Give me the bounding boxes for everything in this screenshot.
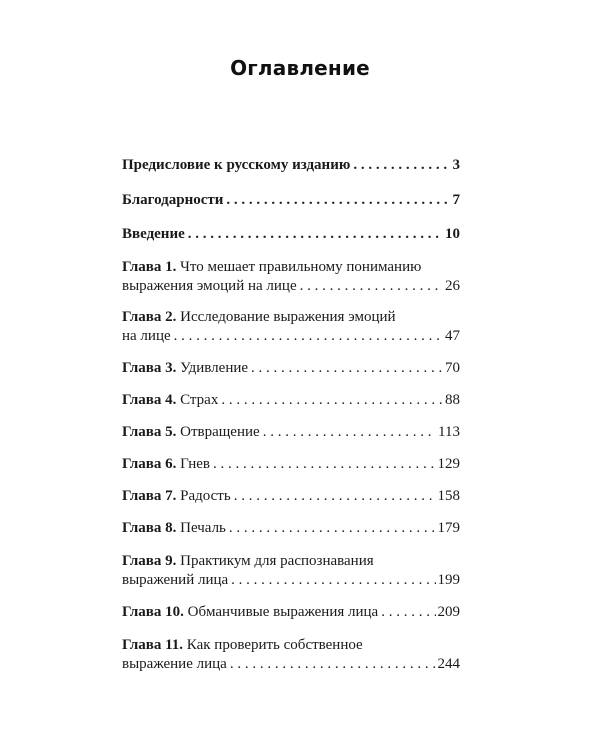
toc-page-number: 47 [445, 328, 460, 344]
dot-leader [188, 225, 443, 244]
toc-chapter-number: Глава 4. [122, 392, 177, 408]
toc-page-number: 88 [445, 392, 460, 408]
toc-entry-text: Отвращение [180, 424, 260, 440]
toc-page-number: 113 [438, 424, 460, 440]
toc-entry-chapter-1 [122, 258, 460, 296]
toc-entry-introduction [122, 225, 460, 244]
dot-leader [213, 455, 436, 474]
toc-page-number: 179 [437, 520, 460, 536]
toc-entry-text-line2: выражение лица [122, 656, 227, 672]
toc-entry-text: Благодарности [122, 192, 224, 208]
toc-entry-text: Введение [122, 226, 185, 242]
toc-entry-text: Гнев [180, 456, 210, 472]
toc-entry-text: Практикум для распознавания [180, 553, 374, 569]
toc-entry-text: Предисловие к русскому изданию [122, 157, 351, 173]
dot-leader [231, 571, 435, 590]
toc-entry-text: Обманчивые выражения лица [187, 604, 379, 620]
toc-entry-chapter-5 [122, 423, 460, 442]
toc-page-number: 209 [437, 604, 460, 620]
toc-entry-preface [122, 156, 460, 175]
dot-leader [230, 655, 436, 674]
toc-entry-chapter-4 [122, 391, 460, 410]
toc-chapter-number: Глава 6. [122, 456, 177, 472]
toc-entry-text: Удивление [180, 360, 249, 376]
toc-page-number: 199 [437, 572, 460, 588]
toc-chapter-number: Глава 9. [122, 553, 177, 569]
toc-chapter-number: Глава 8. [122, 520, 177, 536]
toc-entry-chapter-3 [122, 359, 460, 378]
dot-leader [174, 327, 443, 346]
toc-page-number: 158 [437, 488, 460, 504]
toc-entry-chapter-7 [122, 487, 460, 506]
toc-page-number: 70 [445, 360, 460, 376]
toc-entry-chapter-8 [122, 519, 460, 538]
dot-leader [251, 359, 443, 378]
toc-chapter-number: Глава 2. [122, 309, 177, 325]
toc-entry-text: Исследование выражения эмоций [180, 309, 396, 325]
toc-entry-text: Страх [180, 392, 219, 408]
toc-page-number: 129 [437, 456, 460, 472]
toc-entry-text-line2: выражения эмоций на лице [122, 278, 297, 294]
toc-entry-text: Радость [180, 488, 231, 504]
dot-leader [221, 391, 443, 410]
dot-leader [353, 156, 450, 175]
dot-leader [226, 191, 450, 210]
toc-entry-text-line2: на лице [122, 328, 171, 344]
toc-chapter-number: Глава 7. [122, 488, 177, 504]
toc-chapter-number: Глава 5. [122, 424, 177, 440]
toc-page-number: 244 [437, 656, 460, 672]
toc-entry-chapter-6 [122, 455, 460, 474]
toc-chapter-number: Глава 3. [122, 360, 177, 376]
toc-entry-acknowledgements [122, 191, 460, 210]
dot-leader [300, 277, 443, 296]
toc-page-number: 7 [452, 192, 460, 208]
page-title: Оглавление [230, 56, 370, 80]
toc-entry-text: Как проверить собственное [186, 637, 363, 653]
toc-chapter-number: Глава 10. [122, 604, 184, 620]
dot-leader [263, 423, 436, 442]
toc-entry-chapter-11 [122, 636, 460, 674]
toc-entry-chapter-9 [122, 552, 460, 590]
toc-entry-text-line2: выражений лица [122, 572, 229, 588]
dot-leader [229, 519, 436, 538]
toc-entry-text: Печаль [180, 520, 226, 536]
toc-entry-chapter-2 [122, 308, 460, 346]
toc-entry-chapter-10 [122, 603, 460, 622]
dot-leader [234, 487, 436, 506]
toc-page-number: 3 [452, 157, 460, 173]
dot-leader [381, 603, 435, 622]
toc-chapter-number: Глава 11. [122, 637, 184, 653]
toc-page-number: 26 [445, 278, 460, 294]
toc-chapter-number: Глава 1. [122, 259, 177, 275]
toc-page-number: 10 [445, 226, 460, 242]
table-of-contents [122, 156, 460, 674]
toc-entry-text: Что мешает правильному пониманию [180, 259, 422, 275]
